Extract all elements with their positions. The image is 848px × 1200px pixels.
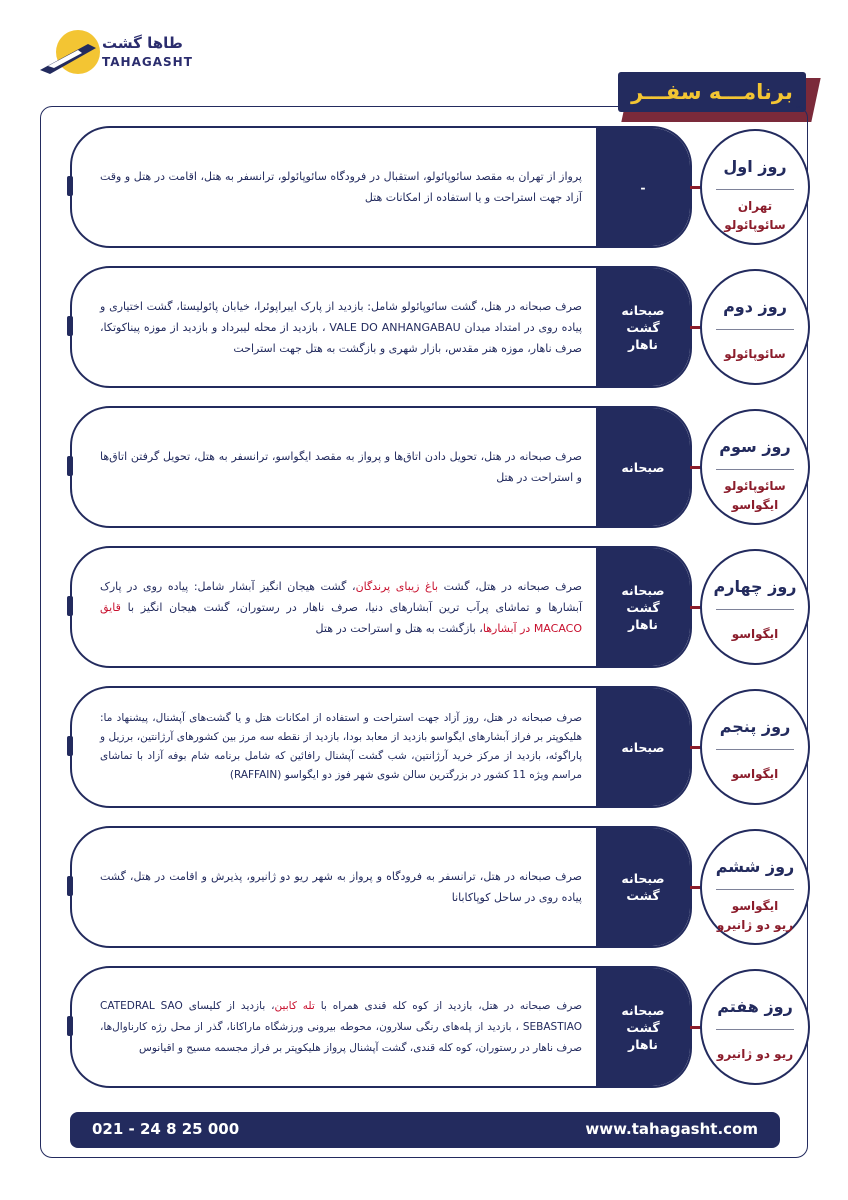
card-tab [67, 876, 73, 896]
card-tab [67, 456, 73, 476]
divider [716, 749, 794, 750]
divider [716, 609, 794, 610]
day-card [70, 126, 692, 248]
day-cities [702, 345, 808, 364]
day-row-4 [70, 546, 810, 670]
meals-panel: صبحانه گشت ناهار [596, 968, 690, 1086]
city-name: ایگواسو [731, 627, 779, 641]
day-title: روز پنجم [719, 717, 791, 736]
divider [716, 1029, 794, 1030]
day-card [70, 686, 692, 808]
day-title: روز هفتم [717, 997, 793, 1016]
day-row-2 [70, 266, 810, 390]
description-text: صرف صبحانه در هتل، گشت سائوپائولو شامل: بازدید از پارک ایبراپوئرا، خیابان پائولیستا، گشت اختیاری و پیاده روی در امتداد میدان VALE DO ANHANGABAU ، بازدید از محله لیبرداد و بازدید از موزه پیناکوتکا، صرف ناهار، موزه هنر مقدس، بازار شهری و بازگشت به هتل جهت استراحت [100, 299, 583, 355]
page-title: برنامـــه سفـــر [618, 72, 806, 112]
description-segment: ، بازگشت به هتل و استراحت در هتل [315, 621, 483, 635]
card-tab [67, 596, 73, 616]
description-segment: ، بازدید از کلیسای CATEDRAL SAO SEBASTIAO ، بازدید از پله‌های رنگی سلارون، محوطه بیرونی ورزشگاه ماراکانا، گذر از محل رژه کارناوال‌ها، صرف ناهار در رستوران، کوه کله قندی، گشت آپشنال پرواز هلیکوپتر بر فراز مجسمه مسیح و اقیانوس [100, 999, 582, 1054]
divider [716, 189, 794, 190]
day-title: روز چهارم [713, 577, 797, 596]
day-card [70, 406, 692, 528]
divider [716, 469, 794, 470]
day-cities [702, 625, 808, 644]
meals-panel: صبحانه گشت ناهار [596, 268, 690, 386]
day-badge [700, 409, 810, 525]
day-row-6 [70, 826, 810, 950]
city-name: سائوپائولو [724, 479, 786, 493]
day-description [100, 128, 582, 246]
meals-panel: صبحانه [596, 688, 690, 806]
description-text: صرف صبحانه در هتل، ترانسفر به فرودگاه و پرواز به شهر ریو دو ژانیرو، پذیرش و اقامت در هتل، گشت پیاده روی در ساحل کوپاکابانا [100, 870, 582, 904]
website-link[interactable]: www.tahagasht.com [585, 1120, 758, 1138]
day-title: روز سوم [719, 437, 791, 456]
day-card [70, 266, 692, 388]
description-text [100, 996, 582, 1059]
day-badge [700, 829, 810, 945]
day-title: روز اول [723, 157, 787, 176]
day-cities [702, 477, 808, 515]
day-card [70, 546, 692, 668]
day-description [100, 548, 582, 666]
day-row-1 [70, 126, 810, 250]
card-tab [67, 736, 73, 756]
meals-panel: صبحانه [596, 408, 690, 526]
city-name: ایگواسو [731, 767, 779, 781]
card-tab [67, 316, 73, 336]
day-badge [700, 269, 810, 385]
day-description [100, 968, 582, 1086]
day-badge [700, 689, 810, 805]
day-description [100, 828, 582, 946]
description-segment: صرف صبحانه در هتل، بازدید از کوه کله قندی همراه با [314, 999, 583, 1012]
card-tab [67, 176, 73, 196]
day-description [100, 688, 582, 806]
meals-panel: صبحانه گشت [596, 828, 690, 946]
logo-name-en: TAHAGASHT [102, 55, 193, 69]
description-segment: ، گشت هیجان انگیز آبشار شامل: پیاده روی در پارک آبشارها و تماشای پرآب ترین آبشارهای دنیا، صرف ناهار در رستوران، گشت هیجان انگیز با [100, 579, 582, 614]
day-badge [700, 969, 810, 1085]
divider [716, 329, 794, 330]
phone-number[interactable]: 021 - 24 8 25 000 [92, 1120, 240, 1138]
description-text: صرف صبحانه در هتل، تحویل دادن اتاق‌ها و پرواز به مقصد ایگواسو، ترانسفر به هتل، تحویل گرفتن اتاق‌ها و استراحت در هتل [100, 450, 582, 484]
day-title: روز ششم [715, 857, 795, 876]
divider [716, 889, 794, 890]
day-cities [702, 197, 808, 235]
day-cities [702, 1045, 808, 1064]
description-text: پرواز از تهران به مقصد سائوپائولو، استقبال در فرودگاه سائوپائولو، ترانسفر به هتل، اقامت در هتل و وقت آزاد جهت استراحت و یا استفاده از امکانات هتل [100, 170, 582, 204]
city-name: ایگواسو [731, 899, 779, 913]
day-row-5 [70, 686, 810, 810]
meals-panel: صبحانه گشت ناهار [596, 548, 690, 666]
day-description [100, 408, 582, 526]
day-card [70, 966, 692, 1088]
day-description [100, 268, 582, 386]
contact-footer [70, 1112, 780, 1148]
city-name: سائوپائولو [724, 347, 786, 361]
city-name: سائوپائولو [724, 218, 786, 232]
highlight-text: تله کابین [274, 999, 315, 1012]
city-name: ایگواسو [731, 498, 779, 512]
highlight-text: باغ زیبای پرندگان [355, 579, 439, 593]
day-cities [702, 897, 808, 935]
city-name: ریو دو ژانیرو [716, 918, 794, 932]
city-name: ریو دو ژانیرو [716, 1047, 794, 1061]
description-segment: صرف صبحانه در هتل، گشت [438, 579, 582, 593]
day-badge [700, 549, 810, 665]
logo-emblem-icon [38, 26, 100, 82]
meals-panel: - [596, 128, 690, 246]
description-text: صرف صبحانه در هتل، روز آزاد جهت استراحت و استفاده از امکانات هتل و یا گشت‌های آپشنال، پیشنهاد ما: هلیکوپتر بر فراز آبشارهای ایگواسو بازدید از معابد بودا، بازدید از نقطه سه مرز بین کشورهای آرژانتین، برزیل و پاراگوئه، بازدید از مرکز خرید آرژانتین، شب گشت آپشنال رافائین که شامل برنامه شام بوفه آزاد با تماشای مراسم ویژه 11 کشور در بزرگترین سالن شوی شهر فوز دو ایگواسو (RAFFAIN) [100, 712, 582, 781]
description-text [100, 576, 582, 639]
day-badge [700, 129, 810, 245]
logo-name-fa: طاها گشت [102, 34, 183, 52]
day-card [70, 826, 692, 948]
highlight-text: قایق MACACO در آبشارها [100, 600, 582, 635]
day-row-7 [70, 966, 810, 1090]
city-name: تهران [737, 199, 773, 213]
day-cities [702, 765, 808, 784]
day-row-3 [70, 406, 810, 530]
day-title: روز دوم [723, 297, 787, 316]
card-tab [67, 1016, 73, 1036]
